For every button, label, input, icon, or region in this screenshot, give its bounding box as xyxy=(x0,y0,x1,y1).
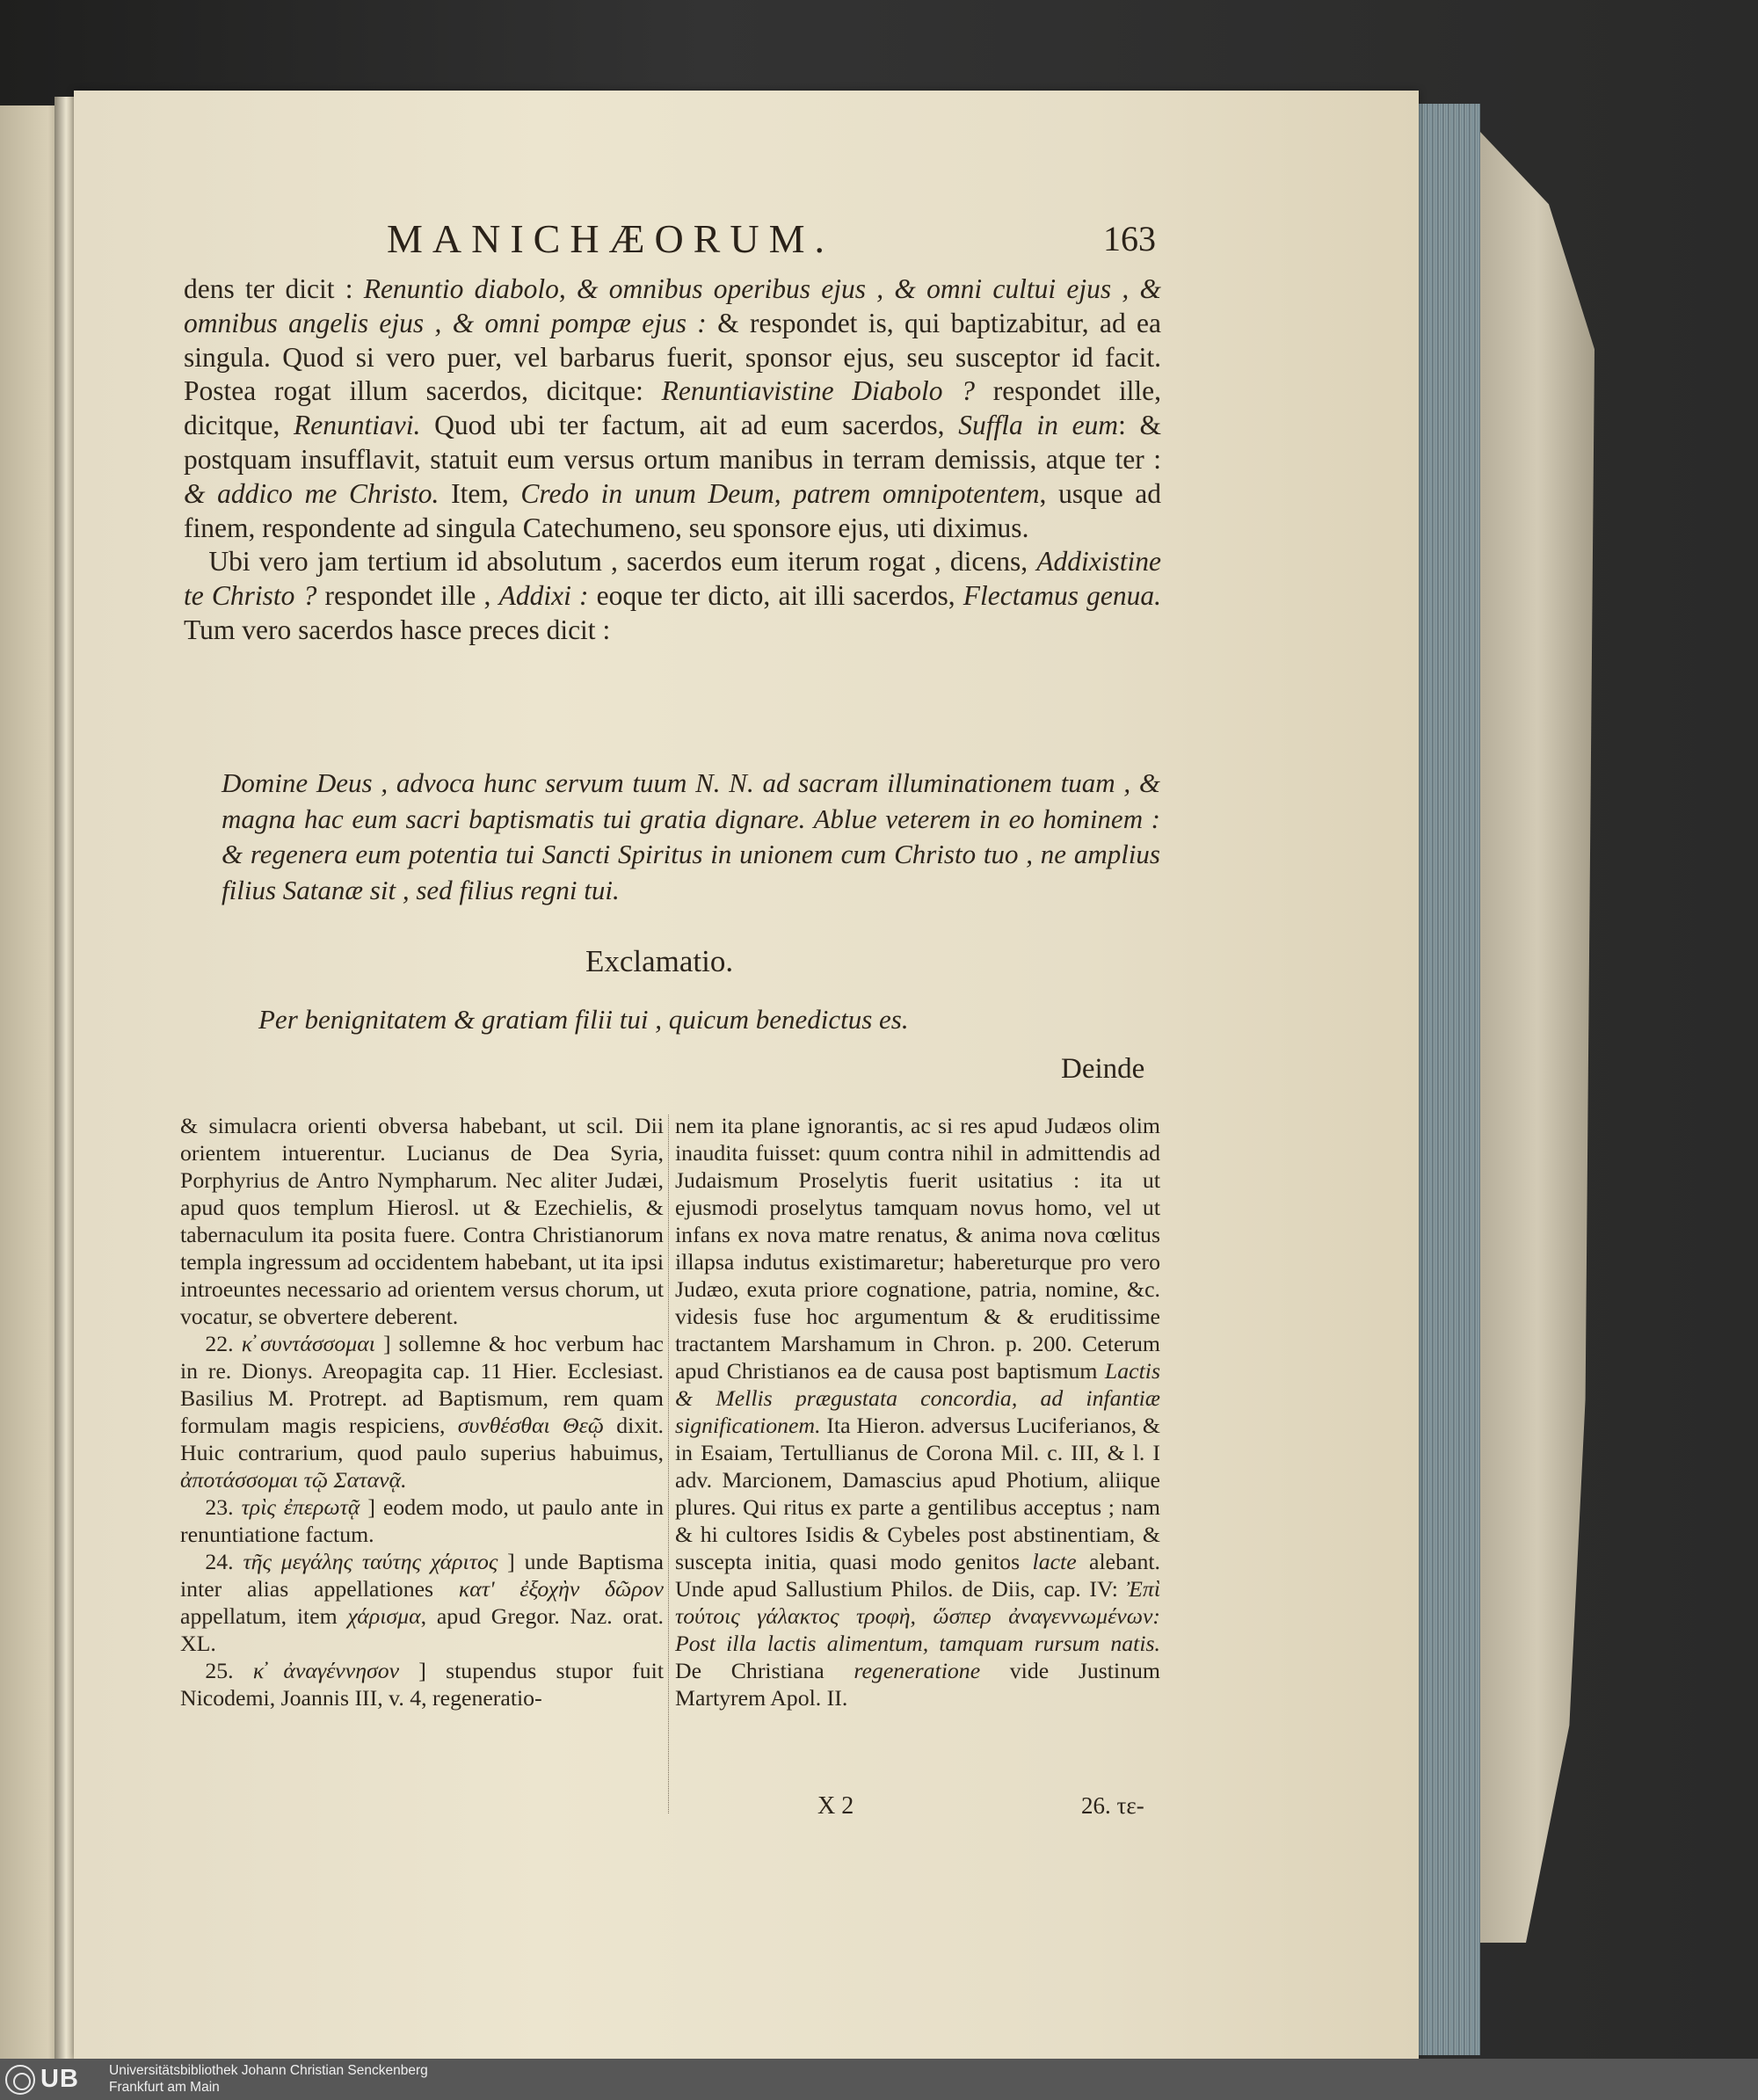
italic-segment: regeneratione xyxy=(854,1658,981,1683)
note-25-continued xyxy=(675,1112,1160,1711)
italic-segment: κ̓ συντάσσομαι xyxy=(241,1331,375,1356)
exclamation-text: Per benignitatem & gratiam filii tui , quicum benedictus es. xyxy=(258,1004,909,1035)
italic-segment: τῆς μεγάλης ταύτης χάριτος xyxy=(243,1549,498,1574)
text-segment: ] stupendus stupor fuit Nicodemi, Joannis III, v. 4, regeneratio- xyxy=(180,1658,665,1711)
text-segment: dens ter dicit : xyxy=(184,273,364,304)
italic-segment: τρὶς ἐπερωτᾷ xyxy=(241,1494,360,1520)
text-segment: 23. xyxy=(205,1494,242,1520)
library-location: Frankfurt am Main xyxy=(109,2080,220,2095)
main-paragraph-1 xyxy=(184,272,1161,545)
text-segment: 25. xyxy=(205,1658,253,1683)
italic-segment: χάρισμα xyxy=(347,1603,421,1629)
page-number: 163 xyxy=(1103,219,1156,258)
text-segment: , apud Gregor. Naz. orat. XL. xyxy=(180,1603,664,1656)
italic-segment: Suffla in eum xyxy=(958,410,1119,441)
text-segment: 24. xyxy=(205,1549,243,1574)
text-segment: Tum vero sacerdos hasce preces dicit : xyxy=(184,614,611,645)
italic-segment: Addixistine te Christo ? xyxy=(184,546,1161,612)
notes-right-column xyxy=(675,1112,1160,1711)
signature-mark: X 2 xyxy=(817,1792,854,1820)
italic-segment: Renuntiavistine Diabolo ? xyxy=(661,375,975,407)
prayer-text: Domine Deus , advoca hunc servum tuum N. N. ad sacram illuminationem tuam , & magna hac eum sacri baptismatis tui gratia dignare. Ablue veterem in eo hominem : & regenera eum potentia tui Sancti Spiritus in unionem cum Christo tuo , ne amplius filius Satanæ sit , sed filius regni tui. xyxy=(222,767,1160,905)
italic-segment: ἀποτάσσομαι τῷ Σατανᾷ. xyxy=(180,1467,407,1493)
italic-segment: Lactis & Mellis prægustata concordia, ad infantiæ significationem. xyxy=(675,1358,1160,1438)
text-segment: Item, xyxy=(439,477,521,509)
italic-segment: Credo in unum Deum, patrem omnipotentem xyxy=(520,477,1040,509)
text-segment: alebant. Unde apud Sallustium Philos. de Diis, cap. IV: xyxy=(675,1549,1160,1602)
running-title: MANICHÆORUM. xyxy=(387,216,834,261)
library-name: Universitätsbibliothek Johann Christian Senckenberg xyxy=(109,2063,428,2078)
section-heading: Exclamatio. xyxy=(585,944,734,978)
text-segment: : & postquam insufflavit, statuit eum versus ortum manibus in terram demissis, atque ter : xyxy=(184,410,1162,475)
text-segment: ] eodem modo, ut paulo ante in renuntiatione factum. xyxy=(180,1494,664,1547)
main-text xyxy=(184,272,1161,648)
text-segment: appellatum, item xyxy=(180,1603,348,1629)
italic-segment: & addico me Christo. xyxy=(184,477,440,509)
text-segment: , usque ad finem, respondente ad singula Catechumeno, seu sponsore ejus, uti diximus. xyxy=(184,477,1161,543)
italic-segment: Flectamus genua. xyxy=(963,580,1162,612)
text-segment: vide Justinum Martyrem Apol. II. xyxy=(675,1658,1160,1711)
text-segment: De Christiana xyxy=(675,1658,854,1683)
ub-logo-icon xyxy=(5,2065,35,2095)
italic-segment: κατ' ἐξοχὴν δῶρον xyxy=(458,1576,664,1602)
catchword-notes: 26. τε- xyxy=(1081,1792,1144,1819)
note-22 xyxy=(180,1330,664,1493)
logo-text: UB xyxy=(40,2065,79,2093)
text-segment: Ita Hieron. adversus Luciferianos, & in Esaiam, Tertullianus de Corona Mil. c. III, & l. I adv. Marcionem, Damascius apud Photium, aliique plures. Qui ritus ex parte a gentilibus acceptus ; nam & hi cultores Isidis & Cybeles post abstinentiam, & suscepta initia, quasi modo genitos xyxy=(675,1413,1160,1574)
notes-left-column xyxy=(180,1112,664,1711)
library-logo[interactable] xyxy=(5,2062,104,2096)
text-segment: ] sollemne & hoc verbum hac in re. Dionys. Areopagita cap. 11 Hier. Ecclesiast. Basilius M. Protrept. ad Baptismum, rem quam formulam magis respiciens, xyxy=(180,1331,665,1438)
italic-segment: συνθέσθαι Θεῷ xyxy=(457,1413,604,1438)
text-segment: nem ita plane ignorantis, ac si res apud Judæos olim inaudita fuisset: quum contra nihil in admittendis ad Judaismum Proselytis fuerit usitatius : ita ut ejusmodi proselytus tamquam novus homo, vel ut infans ex nova matre renatus, & anima nova cœlitus illapsa indutus existimaretur; habereturque pro vero Judæo, exuta priore cognatione, patria, nomine, &c. videsis fuse hoc argumentum & & eruditissime tractantem Marshamum in Chron. p. 200. Ceterum apud Christianos ea de causa post baptismum xyxy=(675,1113,1160,1384)
italic-segment: Renuntio diabolo, & omnibus operibus ejus , & omni cultui ejus , & omnibus angelis ejus , & omni pompæ ejus : xyxy=(184,273,1162,338)
note-25 xyxy=(180,1657,664,1711)
text-segment: Quod ubi ter factum, ait ad eum sacerdos, xyxy=(420,410,959,441)
text-segment: dixit. Huic contrarium, quod paulo superius habuimus, xyxy=(180,1413,664,1465)
note-24 xyxy=(180,1548,664,1657)
text-segment: respondet ille, dicitque, xyxy=(184,375,1161,441)
italic-segment: Post illa lactis alimentum, tamquam rursum natis. xyxy=(675,1631,1160,1656)
main-paragraph-2 xyxy=(184,545,1161,647)
note-paragraph xyxy=(180,1112,664,1330)
text-segment: 22. xyxy=(205,1331,242,1356)
text-segment: respondet ille , xyxy=(316,580,499,612)
page-block-edge xyxy=(1419,104,1480,2055)
library-footer xyxy=(0,2059,1758,2100)
text-segment: & simulacra orienti obversa habebant, ut scil. Dii orientem intuerentur. Lucianus de Dea Syria, Porphyrius de Antro Nympharum. Nec aliter Judæi, apud quos templum Hierosl. ut & Ezechielis, & tabernaculum ita posita fuere. Contra Christianorum templa ingressum ad occidentem habebant, ut ita ipsi introeuntes necessario ad orientem versus chorum, ut vocatur, se obvertere deberent. xyxy=(180,1113,664,1329)
italic-segment: Addixi : xyxy=(498,580,589,612)
catchword-main: Deinde xyxy=(1061,1053,1145,1085)
text-segment: Ubi vero jam tertium id absolutum , sacerdos eum iterum rogat , dicens, xyxy=(208,546,1037,578)
book-gutter xyxy=(54,97,74,2059)
text-segment: eoque ter dicto, ait illi sacerdos, xyxy=(588,580,963,612)
column-divider xyxy=(668,1115,669,1813)
text-segment: & respondet is, qui baptizabitur, ad ea singula. Quod si vero puer, vel barbarus fuerit, sponsor ejus, seu susceptor id facit. Postea rogat illum sacerdos, dicitque: xyxy=(184,307,1161,407)
italic-segment: Renuntiavi. xyxy=(294,410,421,441)
italic-segment: Ἐπὶ τούτοις γάλακτος τροφὴ, ὥσπερ ἀναγεννωμένων: xyxy=(675,1576,1160,1629)
note-23 xyxy=(180,1493,664,1548)
text-segment: ] unde Baptisma inter alias appellationes xyxy=(180,1549,664,1602)
italic-segment: κ̓ ἀναγέννησον xyxy=(252,1658,400,1683)
italic-segment: lacte xyxy=(1032,1549,1077,1574)
